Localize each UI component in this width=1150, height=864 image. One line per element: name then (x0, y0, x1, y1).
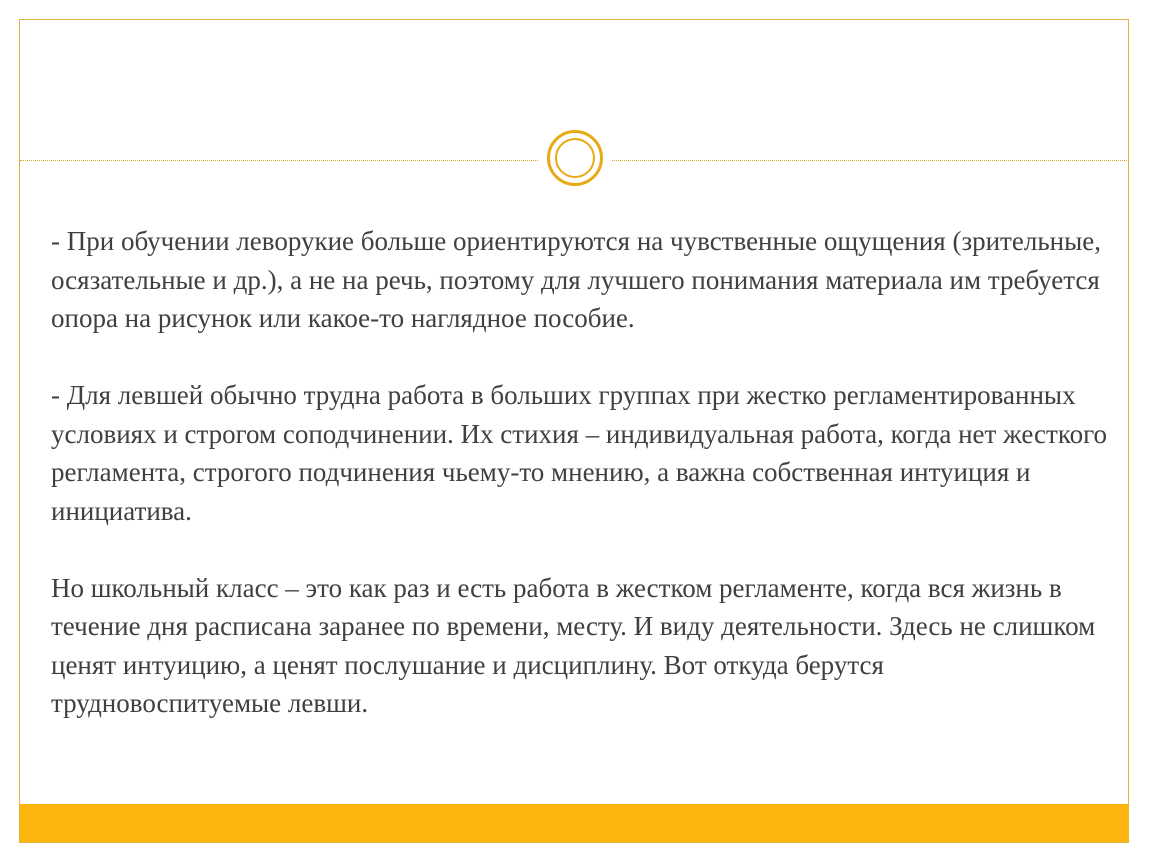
divider-right (612, 160, 1129, 161)
paragraph-school-class: Но школьный класс – это как раз и есть работа в жестком регламенте, когда вся жизнь в течение дня расписана заранее по времени, месту. И виду деятельности. Здесь не слишком ценят интуицию, а ценят послушание и дисциплину. Вот откуда берутся трудновоспитуемые левши. (51, 572, 1096, 718)
circle-ornament-icon (547, 130, 603, 186)
footer-bar (20, 804, 1129, 842)
paragraph-left-handed-learning: - При обучении леворукие больше ориентируются на чувственные ощущения (зрительные, осязательные и др.), а не на речь, поэтому для лучшего понимания материала им требуется опора на рисунок или какое-то наглядное пособие. (51, 226, 1101, 333)
slide-body (51, 222, 1116, 761)
divider-left (20, 160, 538, 161)
paragraph-group-work: - Для левшей обычно трудна работа в больших группах при жестко регламентированных условиях и строгом соподчинении. Их стихия – индивидуальная работа, когда нет жесткого регламента, строгого подчинения чьему-то мнению, а важна собственная интуиция и инициатива. (51, 380, 1107, 526)
